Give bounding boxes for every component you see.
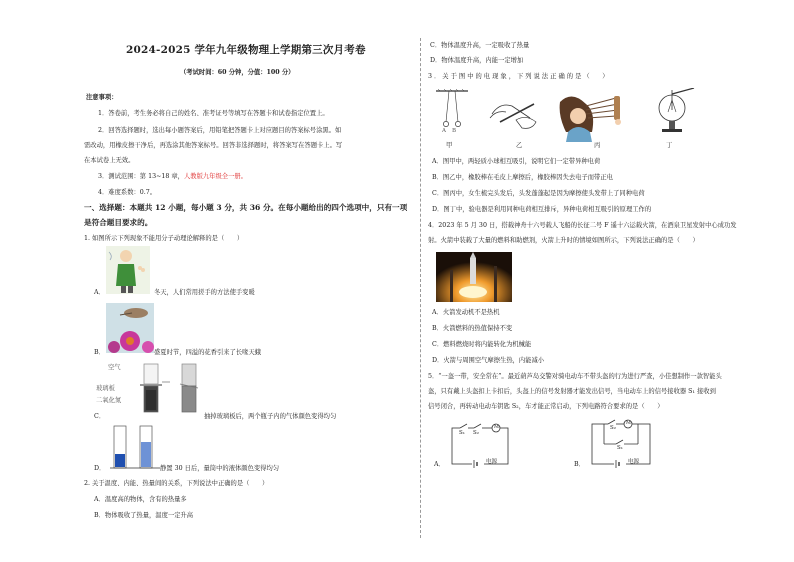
- q3-label-bing: 丙: [594, 142, 601, 149]
- q2-option-b: B．物体吸收了热量，温度一定升高: [94, 512, 194, 519]
- q3-label-yi: 乙: [516, 142, 523, 149]
- q2-option-a: A．温度高的物体，含有的热量多: [94, 496, 187, 503]
- q1-b-illustration: [106, 303, 154, 353]
- q2-option-d: D．物体温度升高，内能一定增加: [430, 57, 524, 64]
- q3-label-ding: 丁: [666, 142, 673, 149]
- q5-a-motor: M: [494, 425, 499, 430]
- q1-stem: 1. 如图所示下列现象不能用分子动理论解释的是（ ）: [84, 235, 244, 242]
- q1-d-label: D．: [94, 465, 106, 472]
- q5-a-label: A．: [434, 461, 445, 468]
- notice-item-2b: 需改动，用橡皮擦干净后，再选涂其他答案标号。回答非选择题时，将答案写在答题卡上。写: [84, 142, 343, 149]
- q1-c-diagram: [136, 362, 208, 418]
- q5-a-source: 电源: [486, 459, 498, 465]
- q3-fig-bing: [556, 92, 632, 142]
- exam-title: 2024-2025 学年九年级物理上学期第三次月考卷: [126, 44, 366, 56]
- q5-b-label: B．: [574, 461, 585, 468]
- notice-item-3: [98, 173, 247, 181]
- q4-option-c: C．燃料燃烧时将内能转化为机械能: [432, 341, 532, 348]
- notice-item-2c: 在本试卷上无效。: [84, 157, 135, 164]
- q1-b-image: [106, 303, 154, 353]
- notice-item-3-text: 3．测试范围：第 13~18 章，: [98, 173, 184, 180]
- q4-option-b: B．火箭燃料的热值保持不变: [432, 325, 513, 332]
- q3-fig-ding: [652, 88, 696, 140]
- q3-fig-bing-illustration: [556, 92, 632, 142]
- column-divider: [420, 38, 421, 538]
- q3-stem: 3 ． 关 于 图 中 的 电 现 象 ， 下 列 说 法 正 确 的 是 （ ）: [428, 73, 609, 80]
- q3-option-b: B．图乙中，橡胶棒在毛皮上摩擦后，橡胶棒因失去电子而带正电: [432, 174, 613, 181]
- q5-line-3: 信号闭合，再转动电动车钥匙 S₂，车才能正常启动，下列电路符合要求的是（ ）: [428, 403, 664, 410]
- q4-line-2: 射。火箭中装载了大量的燃料和助燃剂，火箭上升时的情境如图所示，下列说法正确的是（ ）: [428, 237, 699, 244]
- q3-option-c: C．图丙中，女生梳完头发后，头发蓬蓬起是因为摩擦使头发带上了同种电荷: [432, 190, 645, 197]
- q3-label-B: B: [452, 128, 457, 134]
- notice-item-1: 1．答卷前，考生务必将自己的姓名、准考证号等填写在答题卡和试卷指定位置上。: [98, 110, 329, 117]
- q1-c-fig-no2: 二氧化氮: [96, 397, 122, 404]
- q5-b-s2: S₂: [610, 425, 616, 431]
- q5-circuit-b: [588, 416, 654, 470]
- q4-rocket-illustration: [436, 252, 512, 302]
- q3-option-a: A．图甲中，两轻质小球相互吸引，说明它们一定带异种电荷: [432, 158, 601, 165]
- q1-a-label: A．: [94, 289, 105, 296]
- q3-label-jia: 甲: [446, 142, 453, 149]
- q1-c-fig-glass: 玻璃板: [96, 385, 115, 392]
- q1-c-fig-air: 空气: [108, 364, 121, 371]
- q1-c-text: 抽掉玻璃板后，两个瓶子内的气体颜色变得均匀: [204, 413, 337, 420]
- q1-b-text: 盛夏时节，四溢的花香引来了长喙天蛾: [154, 349, 262, 356]
- q5-b-motor: M: [626, 421, 631, 426]
- q1-a-illustration: [106, 246, 150, 294]
- q1-a-text: 冬天，人们常用搓手的方法使手变暖: [154, 289, 255, 296]
- q5-b-s1: S₁: [617, 445, 623, 451]
- q5-line-2: 盔，只有戴上头盔扣上卡扣后，头盔上的信号发射器才能发出信号，当电动车上的信号接收器 S₁ 接收到: [428, 388, 716, 395]
- notice-item-2a: 2．回答选择题时，选出每小题答案后，用铅笔把答题卡上对应题目的答案标号涂黑。如: [98, 127, 342, 134]
- q4-option-a: A．火箭发动机不是热机: [432, 309, 500, 316]
- notice-item-3-highlight: 人教版九年级全一册。: [183, 173, 247, 180]
- q1-d-diagram: [110, 424, 162, 470]
- q5-line-1: 5．“一盔一带，安全常在”。最近葫芦岛交警对骑电动车不带头盔的行为进行严查，小佳想制作一款智能头: [428, 373, 722, 380]
- exam-subtitle: （考试时间：60 分钟，分值：100 分）: [180, 69, 295, 76]
- notice-item-4: 4．难度系数：0.7。: [98, 189, 157, 196]
- q4-line-1: 4．2023 年 5 月 30 日，搭载神舟十六号载人飞船的长征二号 F 遥十六运载火箭，在酒泉卫星发射中心成功发: [428, 222, 737, 229]
- q1-a-image: [106, 246, 150, 294]
- q5-a-s1: S₁: [459, 430, 465, 436]
- q3-label-A: A: [442, 128, 446, 134]
- section1-line1: 一、选择题：本题共 12 小题，每小题 3 分，共 36 分。在每小题给出的四个选项中，只有一项: [84, 203, 408, 212]
- q4-option-d: D．火箭与周围空气摩擦生热，内能减小: [432, 357, 545, 364]
- q4-rocket-photo: [436, 252, 512, 302]
- q5-a-s2: S₂: [473, 430, 479, 436]
- section1-line2: 是符合题目要求的。: [84, 218, 153, 227]
- q5-circuit-a: [448, 420, 512, 470]
- q1-d-text: 静置 30 日后，量筒中的液体颜色变得均匀: [160, 465, 280, 472]
- q1-b-label: B．: [94, 349, 105, 356]
- q3-option-d: D．图丁中，验电器是利用同种电荷相互排斥，异种电荷相互吸引的原理工作的: [432, 206, 652, 213]
- notice-heading: 注意事项：: [86, 94, 118, 101]
- q1-c-label: C．: [94, 413, 106, 420]
- q5-b-source: 电源: [628, 459, 640, 465]
- q2-stem: 2. 关于温度、内能、热量间的关系，下列说法中正确的是（ ）: [84, 480, 269, 487]
- q3-fig-yi: [486, 92, 542, 142]
- q2-option-c: C．物体温度升高，一定吸收了热量: [430, 42, 530, 49]
